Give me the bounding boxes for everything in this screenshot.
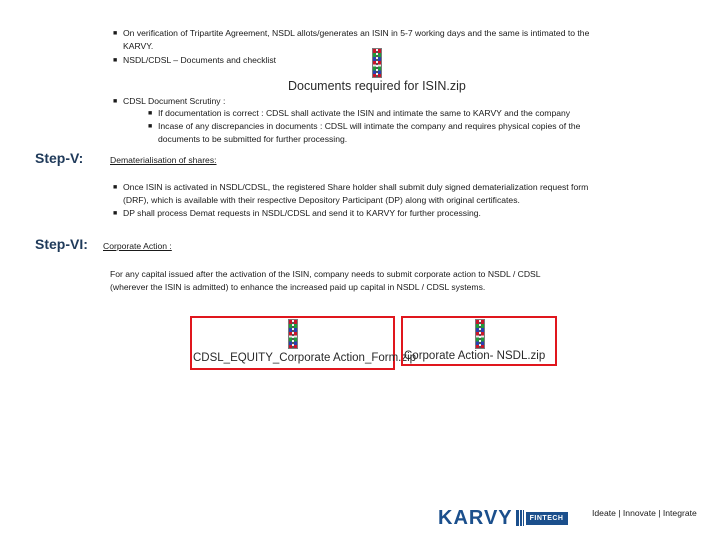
step-v-heading: Dematerialisation of shares: xyxy=(110,155,217,165)
logo-bar xyxy=(516,510,519,526)
zip-file-icon xyxy=(372,48,382,78)
isin-allotment-text-cont: KARVY. xyxy=(123,41,154,51)
footer-tagline: Ideate | Innovate | Integrate xyxy=(592,508,697,518)
karvy-fintech-logo xyxy=(438,506,568,530)
cdsl-corporate-action-attachment[interactable] xyxy=(190,316,417,370)
bullet-marker: ■ xyxy=(113,184,118,191)
logo-wordmark: KARVY xyxy=(438,506,513,529)
corporate-action-text: For any capital issued after the activation of the ISIN, company needs to submit corporate action to NSDL / CDSL xyxy=(110,269,541,279)
sub-bullet-marker: ■ xyxy=(148,123,153,130)
attachment-caption: Documents required for ISIN.zip xyxy=(288,79,466,93)
demat-request-text: Once ISIN is activated in NSDL/CDSL, the registered Share holder shall submit duly signed dematerialization request form xyxy=(123,182,589,192)
logo-bar xyxy=(523,510,524,526)
attachment-caption: CDSL_EQUITY_Corporate Action_Form.zip xyxy=(193,352,417,364)
step-vi-label: Step-VI: xyxy=(35,236,88,252)
documents-required-attachment[interactable] xyxy=(285,48,475,94)
cdsl-discrepancy-text-cont: documents to be submitted for further processing. xyxy=(158,134,348,144)
bullet-marker: ■ xyxy=(113,98,118,105)
isin-allotment-text: On verification of Tripartite Agreement, NSDL allots/generates an ISIN in 5-7 working days and the same is intimated to the xyxy=(123,28,590,38)
dp-process-text: DP shall process Demat requests in NSDL/CDSL and send it to KARVY for further processing. xyxy=(123,208,481,218)
zip-file-icon xyxy=(288,319,298,349)
bullet-marker: ■ xyxy=(113,210,118,217)
demat-request-text-cont: (DRF), which is available with their respective Depository Participant (DP) along with original certificates. xyxy=(123,195,520,205)
zip-file-icon xyxy=(475,319,485,349)
nsdl-corporate-action-attachment[interactable] xyxy=(401,316,557,366)
sub-bullet-marker: ■ xyxy=(148,110,153,117)
logo-bar xyxy=(520,510,522,526)
step-vi-heading: Corporate Action : xyxy=(103,241,172,251)
corporate-action-text-cont: (wherever the ISIN is admitted) to enhance the increased paid up capital in NSDL / CDSL systems. xyxy=(110,282,486,292)
cdsl-scrutiny-heading: CDSL Document Scrutiny : xyxy=(123,96,226,106)
cdsl-discrepancy-text: Incase of any discrepancies in documents : CDSL will intimate the company and requires physical copies of the xyxy=(158,121,581,131)
step-v-label: Step-V: xyxy=(35,150,84,166)
logo-fintech-tag: FINTECH xyxy=(526,512,568,525)
documents-checklist-text: NSDL/CDSL – Documents and checklist xyxy=(123,55,277,65)
attachment-caption: Corporate Action- NSDL.zip xyxy=(404,350,546,362)
cdsl-correct-text: If documentation is correct : CDSL shall activate the ISIN and intimate the same to KARVY and the company xyxy=(158,108,571,118)
bullet-marker: ■ xyxy=(113,30,118,37)
bullet-marker: ■ xyxy=(113,57,118,64)
